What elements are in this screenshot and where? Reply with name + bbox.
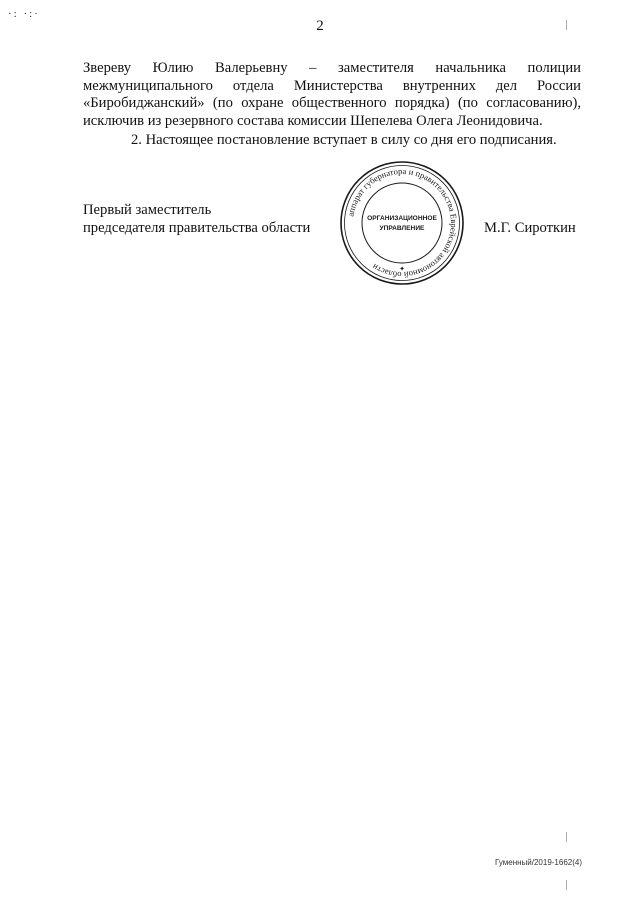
signatory-position-line1: Первый заместитель <box>83 202 212 218</box>
scan-corner-marks: ·: ·:· <box>8 8 40 20</box>
scan-artifact <box>566 20 567 30</box>
seal-center-line1: ОРГАНИЗАЦИОННОЕ <box>367 215 437 222</box>
seal-center-line2: УПРАВЛЕНИЕ <box>379 225 425 232</box>
effective-date-paragraph: 2. Настоящее постановление вступает в силу со дня его подписания. <box>131 132 557 149</box>
page-number: 2 <box>316 18 324 34</box>
official-seal-stamp <box>337 158 467 288</box>
scan-artifact <box>566 832 567 842</box>
seal-star-icon: ✦ <box>399 265 405 273</box>
document-footer-code: Гуменный/2019-1662(4) <box>495 858 582 867</box>
signatory-position <box>83 201 310 237</box>
signatory-position-line2: председателя правительства области <box>83 220 311 236</box>
document-body <box>83 60 581 150</box>
signatory-name: М.Г. Сироткин <box>484 220 576 236</box>
amendment-paragraph: Звереву Юлию Валерьевну – заместителя начальника полиции межмуниципального отдела Министерства внутренних дел России «Биробиджанский» (по охране общественного порядка) (по согласованию), исключив из резервного состава комиссии Шепелева Олега Леонидовича. <box>83 60 581 129</box>
seal-outer-text: аппарат губернатора и правительства Еврейской автономной области <box>345 165 460 281</box>
scan-artifact <box>566 880 567 890</box>
